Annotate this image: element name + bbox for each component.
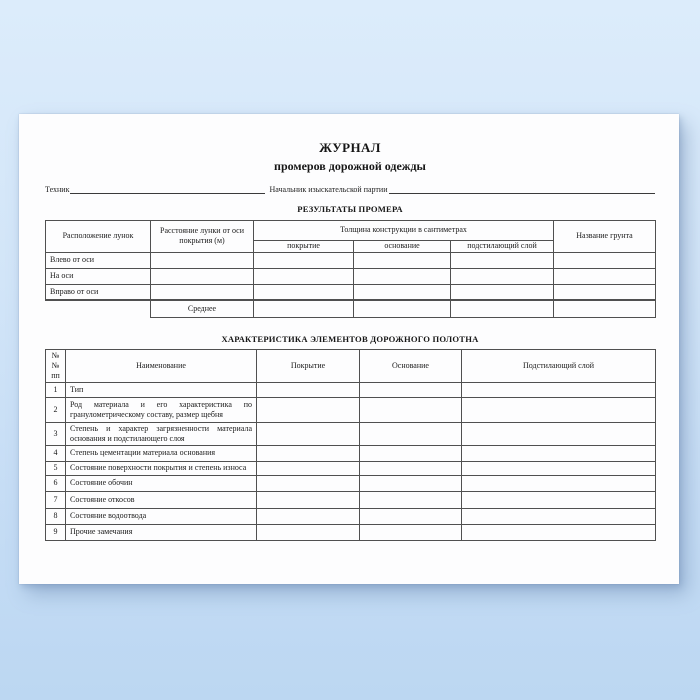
row-number: 6 (46, 475, 66, 491)
col-header-underlayer: подстилающий слой (451, 240, 554, 252)
col-header-base: основание (354, 240, 451, 252)
empty-cell (462, 445, 656, 461)
empty-cell (257, 397, 360, 422)
col-header-base: Основание (360, 349, 462, 382)
empty-cell (462, 422, 656, 445)
table-row (46, 382, 656, 397)
row-label: Вправо от оси (46, 284, 151, 300)
empty-cell (462, 461, 656, 475)
empty-cell (254, 252, 354, 268)
row-name: Состояние водоотвода (66, 508, 257, 524)
table-row (46, 508, 656, 524)
empty-cell (451, 268, 554, 284)
col-header-num: №№ пп (46, 349, 66, 382)
col-header-coating: покрытие (254, 240, 354, 252)
col-header-soil: Название грунта (554, 220, 656, 252)
col-header-location: Расположение лунок (46, 220, 151, 252)
empty-cell (257, 508, 360, 524)
empty-cell (554, 284, 656, 300)
empty-cell (360, 422, 462, 445)
results-row-left (46, 252, 656, 268)
empty-cell (451, 252, 554, 268)
empty-cell (254, 268, 354, 284)
empty-cell (257, 445, 360, 461)
row-number: 5 (46, 461, 66, 475)
row-number: 4 (46, 445, 66, 461)
empty-cell (360, 445, 462, 461)
col-header-coating: Покрытие (257, 349, 360, 382)
col-header-underlayer: Подстилающий слой (462, 349, 656, 382)
table-row (46, 475, 656, 491)
empty-cell (462, 397, 656, 422)
row-label: На оси (46, 268, 151, 284)
empty-cell (554, 252, 656, 268)
empty-cell (354, 268, 451, 284)
characteristics-section-title: ХАРАКТЕРИСТИКА ЭЛЕМЕНТОВ ДОРОЖНОГО ПОЛОТНА (221, 333, 479, 344)
table-row (46, 422, 656, 445)
table-row (46, 397, 656, 422)
table-row (46, 445, 656, 461)
empty-cell (554, 300, 656, 317)
empty-cell (462, 524, 656, 540)
document-subtitle: промеров дорожной одежды (274, 158, 426, 173)
document-title: ЖУРНАЛ (319, 140, 381, 155)
empty-cell (257, 491, 360, 508)
results-row-right (46, 284, 656, 300)
average-label: Среднее (151, 300, 254, 317)
technician-label: Техник (45, 184, 70, 194)
empty-cell (151, 252, 254, 268)
row-name: Тип (66, 382, 257, 397)
document-sheet (19, 114, 679, 584)
empty-cell (360, 382, 462, 397)
row-number: 7 (46, 491, 66, 508)
empty-cell (354, 252, 451, 268)
results-table (45, 220, 656, 318)
chief-label: Начальник изыскательской партии (269, 184, 388, 194)
row-name: Степень и характер загрязненности материала основания и подстилающего слоя (66, 422, 257, 445)
row-name: Род материала и его характеристика по гранулометрическому составу, размер щебня (66, 397, 257, 422)
empty-cell (151, 284, 254, 300)
empty-cell (462, 491, 656, 508)
empty-cell (354, 284, 451, 300)
row-name: Состояние откосов (66, 491, 257, 508)
empty-cell (360, 461, 462, 475)
col-header-distance: Расстояние лунки от оси покрытия (м) (151, 220, 254, 252)
empty-cell (257, 475, 360, 491)
empty-cell (554, 268, 656, 284)
row-name: Прочие замечания (66, 524, 257, 540)
empty-cell (151, 268, 254, 284)
empty-cell (354, 300, 451, 317)
empty-cell (257, 422, 360, 445)
empty-cell (257, 382, 360, 397)
technician-fill-line (70, 185, 265, 194)
table-row (46, 491, 656, 508)
results-section-title: РЕЗУЛЬТАТЫ ПРОМЕРА (297, 204, 403, 215)
row-number: 2 (46, 397, 66, 422)
empty-cell (254, 300, 354, 317)
row-number: 3 (46, 422, 66, 445)
row-number: 9 (46, 524, 66, 540)
empty-cell (254, 284, 354, 300)
row-number: 8 (46, 508, 66, 524)
table-row (46, 461, 656, 475)
chief-fill-line (389, 185, 656, 194)
empty-cell (462, 382, 656, 397)
empty-cell (451, 284, 554, 300)
row-number: 1 (46, 382, 66, 397)
signature-row (45, 185, 655, 195)
empty-cell (257, 524, 360, 540)
empty-cell (462, 508, 656, 524)
empty-cell (257, 461, 360, 475)
col-header-name: Наименование (66, 349, 257, 382)
empty-cell (360, 508, 462, 524)
empty-cell (451, 300, 554, 317)
characteristics-header-row (46, 349, 656, 382)
row-label: Влево от оси (46, 252, 151, 268)
results-header-row (46, 220, 656, 240)
results-row-axis (46, 268, 656, 284)
empty-cell (360, 475, 462, 491)
characteristics-table (45, 349, 656, 541)
empty-cell (360, 491, 462, 508)
empty-cell (360, 524, 462, 540)
table-row (46, 524, 656, 540)
blank-corner-cell (46, 300, 151, 317)
row-name: Состояние поверхности покрытия и степень износа (66, 461, 257, 475)
row-name: Состояние обочин (66, 475, 257, 491)
results-row-average (46, 300, 656, 317)
row-name: Степень цементации материала основания (66, 445, 257, 461)
col-header-thickness-group: Толщина конструкции в сантиметрах (254, 220, 554, 240)
empty-cell (462, 475, 656, 491)
empty-cell (360, 397, 462, 422)
